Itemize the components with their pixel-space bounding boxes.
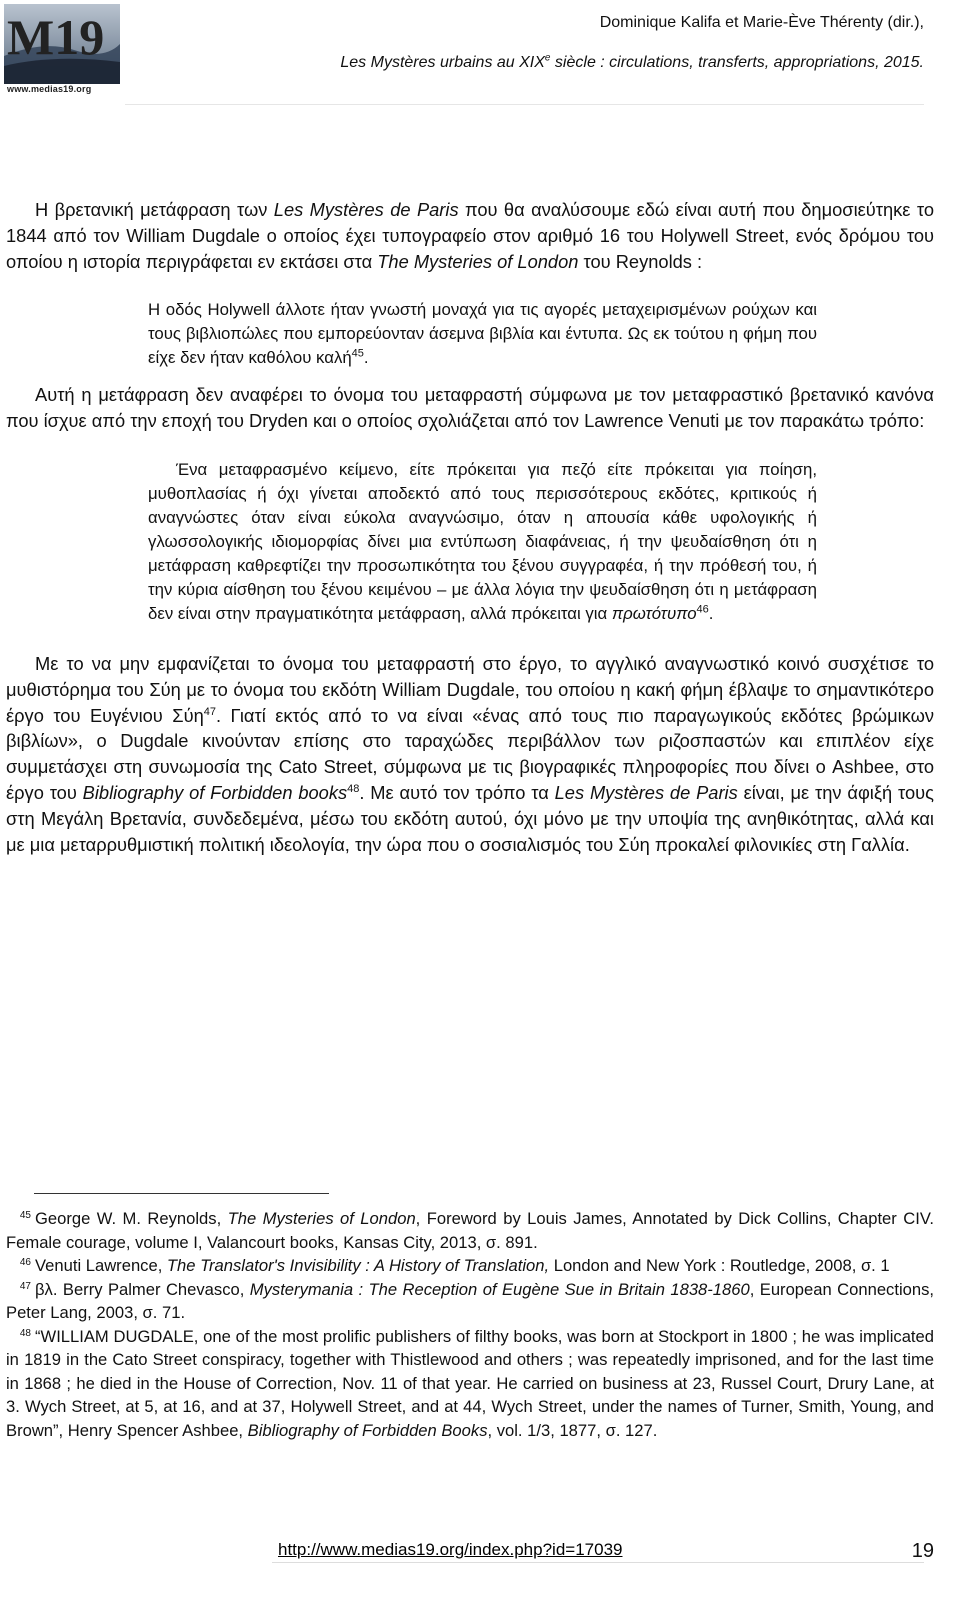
text-run: Η οδός Holywell άλλοτε ήταν γνωστή μοναχά για τις αγορές μεταχειρισμένων ρούχων και τους βιβλιοπώλες που εμπορεύονταν άσεμνα βιβλία και έντυπα. Ως εκ τούτου η φήμη που είχε δεν ήταν καθόλου καλή [148,300,817,368]
text-run: , vol. 1/3, 1877, σ. 127. [487,1420,658,1440]
footnote-title: The Mysteries of London [227,1209,416,1228]
footnote-title: Mysterymania : The Reception of Eugène Sue in Britain 1838-1860 [249,1279,750,1299]
footnote-ref-46[interactable]: 46 [696,603,709,616]
footnote-45 [6,1207,934,1254]
text-run: . Με αυτό τον τρόπο τα [359,781,555,803]
title-les-mysteres: Les Mystères de Paris [554,781,738,803]
footnote-number: 48 [19,1327,31,1339]
text-run: του Reynolds : [578,250,703,272]
footnote-number: 45 [19,1210,31,1221]
footer-link[interactable]: http://www.medias19.org/index.php?id=17039 [278,1540,623,1559]
text-run: Ένα μεταφρασμένο κείμενο, είτε πρόκειται για πεζό είτε πρόκειται για ποίηση, μυθοπλασίας ή όχι γίνεται αποδεκτό από τους περισσότερους εκδότες, κριτικούς ή αναγνώστες όταν είναι εύκολα αναγνώσιμο, όταν η απουσία κάθε υφολογικής ή γλωσσολογικής ιδιομορφίας δίνει μια εντύπωση διαφάνειας, ή την ψευδαίσθηση ότι η μετάφραση καθρεφτίζει την προσωπικότητα του ξένου συγγραφέα, ή την πρόθεσή του, ή την κύρια αίσθηση του ξένου κειμένου – με άλλα λόγια την ψευδαίσθηση ότι η μετάφραση δεν είναι στην πραγματικότητα μετάφραση, αλλά πρόκειται για [148,459,817,623]
paragraph-1 [6,197,934,274]
text-run: . [363,348,369,368]
text-run: . [708,603,714,623]
title-bibliography: Bibliography of Forbidden books [82,781,348,803]
header-authors: Dominique Kalifa et Marie-Ève Thérenty (dir.), [599,14,924,31]
text-run: είναι, με την άφιξή τους στη Μεγάλη Βρετανία, συνδεδεμένα, μέσω του εκδότη αυτού, όχι μόνο με την υποψία της ανηθικότητας, αλλά και με μια μεταρρυθμιστική πολιτική ιδεολογία, την ώρα που ο σοσιαλισμός του Σύη προκαλεί φιλονικίες στη Γαλλία. [6,781,934,855]
italic-word: πρωτότυπο [611,603,697,623]
footnote-title: The Translator's Invisibility : A History of Translation, [166,1256,550,1275]
title-mysteries-of-london: The Mysteries of London [377,250,579,272]
header-title [340,53,924,73]
footnote-48 [6,1325,934,1443]
text-run: που θα αναλύσουμε εδώ είναι αυτή που δημοσιεύτηκε το 1844 από τον William Dugdale ο οποίος έχει τυπογραφείο στον αριθμό 16 του Holywell Street, ενός δρόμου του οποίου η ιστορία περιγράφεται εν εκτάσει στα [6,199,934,272]
footnote-title: Bibliography of Forbidden Books [247,1420,488,1440]
block-quote-venuti [148,458,817,626]
text-run: Η βρετανική μετάφραση των [35,199,274,220]
text-run: . Γιατί εκτός από το να είναι «ένας από τους πιο παραγωγικούς εκδότες βρώμικων βιβλίων», ο Dugdale κινούνταν επίσης στο ταραχώδες περιβάλλον των ριζοσπαστών και επιπλέον είχε συμμετάσχει στη συνωμοσία της Cato Street, σύμφωνα με τις βιογραφικές πληροφορίες που δίνει ο Ashbee, στο έργο του [6,704,934,803]
logo-mark-text: M19 [7,9,105,65]
block-quote-reynolds [148,298,817,370]
text-run: London and New York : Routledge, 2008, σ. 1 [549,1256,890,1275]
logo-mark [4,4,120,84]
header-divider [125,104,924,105]
paragraph-2: Αυτή η μετάφραση δεν αναφέρει το όνομα του μεταφραστή σύμφωνα με τον μεταφραστικό βρετανικό κανόνα που ίσχυε από την εποχή του Dryden και ο οποίος σχολιάζεται από τον Lawrence Venuti με τον παρακάτω τρόπο: [6,384,934,432]
text-run: George W. M. Reynolds, [35,1209,228,1228]
header-title-sup: e [544,52,551,64]
footnote-ref-47[interactable]: 47 [203,705,216,718]
header-title-part: siècle : circulations, transferts, appropriations, 2015. [550,54,924,71]
paragraph-3 [6,651,934,857]
article-body [6,197,934,857]
text-run: Με το να μην εμφανίζεται το όνομα του μεταφραστή στο έργο, το αγγλικό αναγνωστικό κοινό συσχέτισε το μυθιστόρημα του Σύη με το όνομα του εκδότη William Dugdale, του οποίου η κακή φήμη έβλαψε το σημαντικότερο έργο του Ευγένιου Σύη [6,652,934,726]
footnote-46 [6,1254,934,1278]
footnote-number: 46 [19,1257,31,1268]
text-run: “WILLIAM DUGDALE, one of the most prolific publishers of filthy books, was born at Stockport in 1800 ; he was implicated in 1819 in the Cato Street conspiracy, together with Thistlewood and others ; was repeatedly imprisoned, and for the last time in 1868 ; he died in the House of Correction, Nov. 11 of that year. He carried on business at 23, Russel Court, Drury Lane, at 3. Wych Street, at 5, at 16, and at 37, Holywell Street, and at 44, Wych Street, under the names of Turner, Smith, Young, and Brown”, Henry Spencer Ashbee, [6,1326,934,1440]
text-run: βλ. Berry Palmer Chevasco, [35,1279,250,1299]
text-run: Venuti Lawrence, [35,1256,167,1275]
footnote-number: 47 [19,1280,31,1292]
footer-divider [272,1562,924,1563]
footnote-ref-45[interactable]: 45 [351,347,364,360]
title-les-mysteres: Les Mystères de Paris [273,199,459,220]
medias19-logo [4,4,120,94]
footnote-ref-48[interactable]: 48 [347,782,360,795]
running-header [340,8,924,73]
footnotes [6,1207,934,1442]
logo-url: www.medias19.org [7,84,92,94]
header-title-part: Les Mystères urbains au XIX [340,54,545,71]
page-number: 19 [911,1540,934,1562]
text-run: , European Connections, Peter Lang, 2003, σ. 71. [6,1279,935,1322]
text-run: , Foreword by Louis James, Annotated by Dick Collins, Chapter CIV. Female courage, volume I, Valancourt books, Kansas City, 2013, σ. 891. [6,1209,934,1252]
footnote-separator [34,1193,329,1194]
footnote-47 [6,1278,934,1325]
